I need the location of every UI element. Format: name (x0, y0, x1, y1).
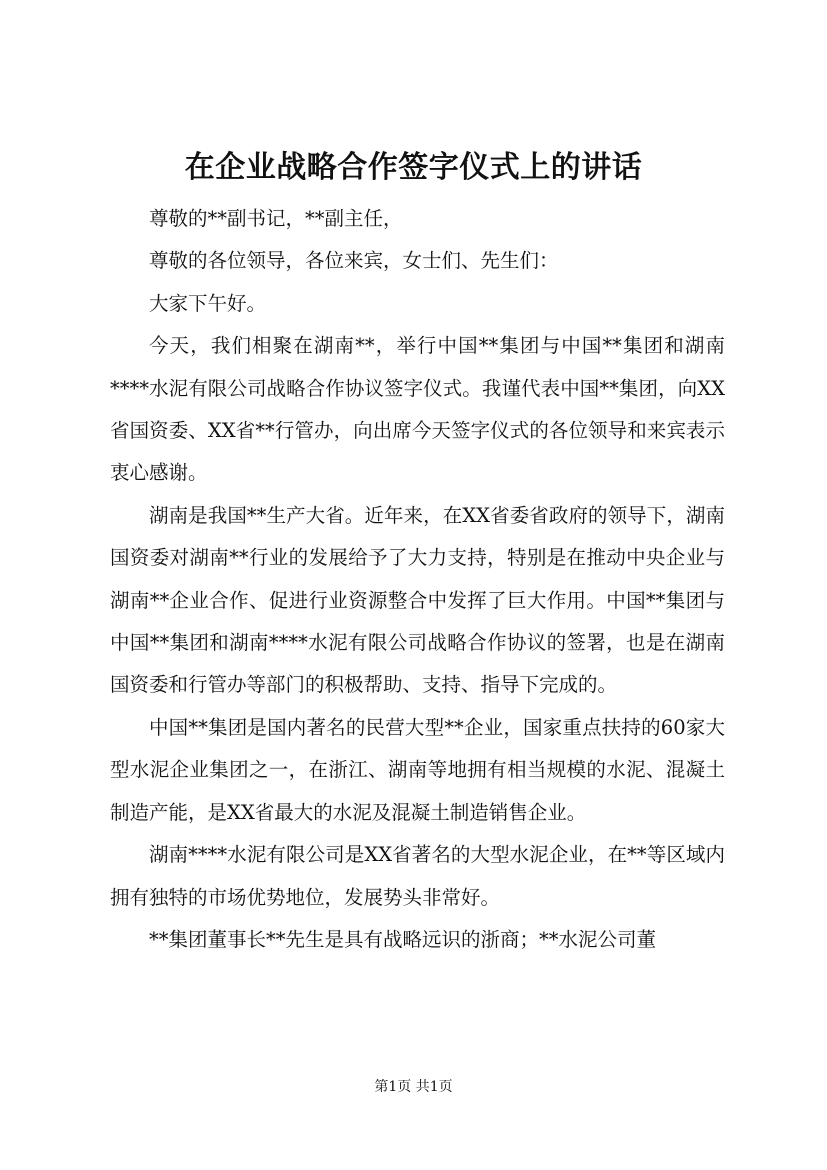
body-paragraph: 中国**集团是国内著名的民营大型**企业，国家重点扶持的60家大型水泥企业集团之一，在浙江、湖南等地拥有相当规模的水泥、混凝土制造产能，是XX省最大的水泥及混凝土制造销售企业。 (110, 715, 725, 824)
document-body (110, 198, 725, 961)
body-paragraph: 今天，我们相聚在湖南**，举行中国**集团与中国**集团和湖南****水泥有限公司战略合作协议签字仪式。我谨代表中国**集团，向XX省国资委、XX省**行管办，向出席今天签字仪式的各位领导和来宾表示衷心感谢。 (110, 334, 725, 485)
greeting-line: 大家下午好。 (149, 291, 267, 315)
body-paragraph: **集团董事长**先生是具有战略远识的浙商；**水泥公司董 (149, 927, 657, 951)
body-paragraph: 湖南****水泥有限公司是XX省著名的大型水泥企业，在**等区域内拥有独特的市场优势地位，发展势头非常好。 (110, 843, 725, 909)
page-number-footer: 第1页 共1页 (374, 1079, 453, 1095)
document-title: 在企业战略合作签字仪式上的讲话 (184, 150, 643, 185)
salutation-line-2: 尊敬的各位领导，各位来宾，女士们、先生们： (149, 249, 559, 273)
salutation-line-1: 尊敬的**副书记，**副主任， (149, 207, 403, 230)
body-paragraph: 湖南是我国**生产大省。近年来，在XX省委省政府的领导下，湖南国资委对湖南**行业的发展给予了大力支持，特别是在推动中央企业与湖南**企业合作、促进行业资源整合中发挥了巨大作用。中国**集团与中国**集团和湖南****水泥有限公司战略合作协议的签署，也是在湖南国资委和行管办等部门的积极帮助、支持、指导下完成的。 (110, 503, 725, 697)
